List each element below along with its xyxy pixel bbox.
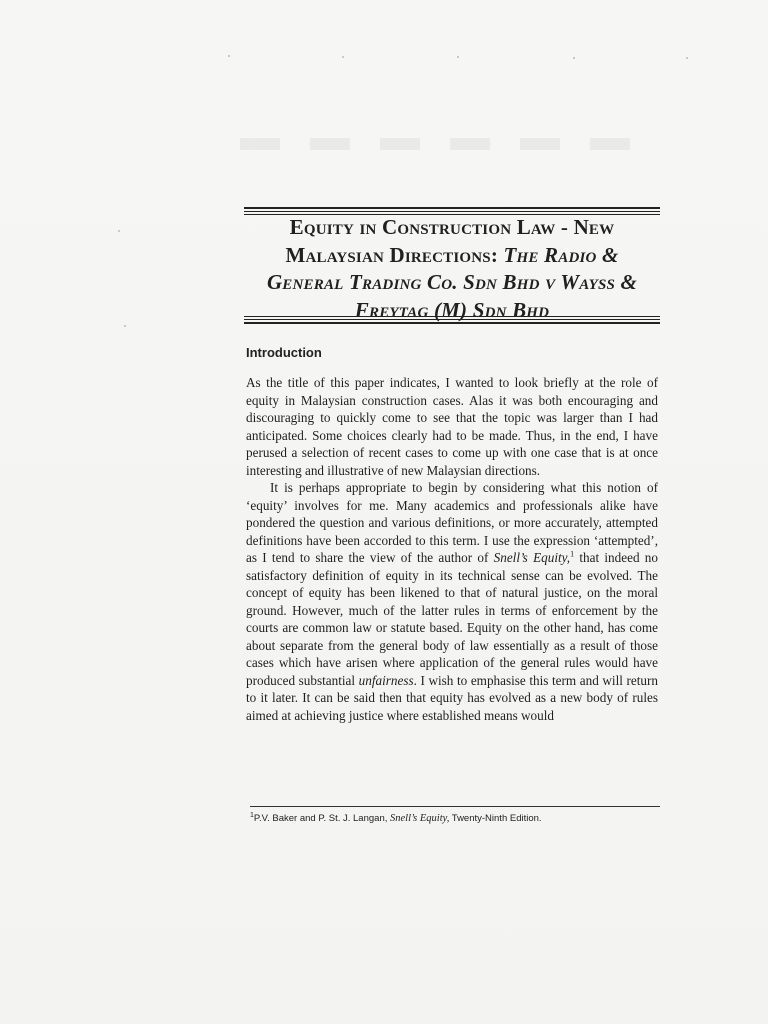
paragraph-1: As the title of this paper indicates, I wanted to look briefly at the role of equity in Malaysian construction cases. Alas it was both encouraging and discouraging to quickly come to see that the topic was larger than I had anticipated. Some choices clearly had to be made. Thus, in the end, I have perused a selection of recent cases to come up with one case that is at once interesting and illustrative of new Malaysian directions.: [246, 375, 658, 478]
paragraph-2-text-c: . I wish to emphasise this term and will return to it later. It can be said then that equity has evolved as a new body of rules aimed at achieving justice where established means would: [246, 672, 658, 723]
paragraph-2-text-b: that indeed no satisfactory definition of equity in its technical sense can be evolved. The concept of equity has been likened to that of natural justice, on the moral ground. However, much of the latter rules in terms of enforcement by the courts are common law or statute based. Equity on the other hand, has come about separate from the general body of law essentially as a result of those cases which have arisen where application of the general rules would have produced substantial: [246, 550, 658, 688]
section-heading: Introduction: [246, 345, 322, 360]
title-part-2: Malaysian Directions:: [285, 242, 504, 267]
footnote-text-a: P.V. Baker and P. St. J. Langan,: [253, 813, 391, 825]
footnote-divider: [250, 806, 660, 807]
title-part-1: Equity in Construction Law - New: [289, 215, 615, 239]
article-title: [244, 214, 660, 324]
paragraph-2-text-a: It is perhaps appropriate to begin by considering what this notion of ‘equity’ involves for me. Many academics and professionals alike have pondered the question and various definitions, or more accurately, attempted definitions have been accorded to this term. I use the expression ‘attempted’, as I tend to share the view of the author of: [246, 480, 658, 565]
footnote-book-title: Snell’s Equity,: [390, 813, 450, 825]
footnote-mark: 1: [250, 812, 254, 819]
emphasis-unfairness: unfairness: [358, 672, 414, 688]
title-part-5: Freytag (M) Sdn Bhd: [354, 297, 550, 322]
book-title-snells-equity: Snell’s Equity,: [493, 550, 571, 565]
bleed-through-text: [240, 138, 660, 150]
paragraph-2: [246, 479, 658, 724]
body-text: [246, 374, 658, 724]
title-part-3: The Radio &: [503, 242, 619, 267]
footnote-text-b: Twenty-Ninth Edition.: [449, 813, 542, 825]
footnote-ref-1[interactable]: 1: [570, 549, 575, 559]
title-bottom-rule: [244, 316, 660, 326]
title-part-4: General Trading Co. Sdn Bhd v Wayss &: [266, 270, 638, 294]
footnote-1: [250, 812, 660, 824]
